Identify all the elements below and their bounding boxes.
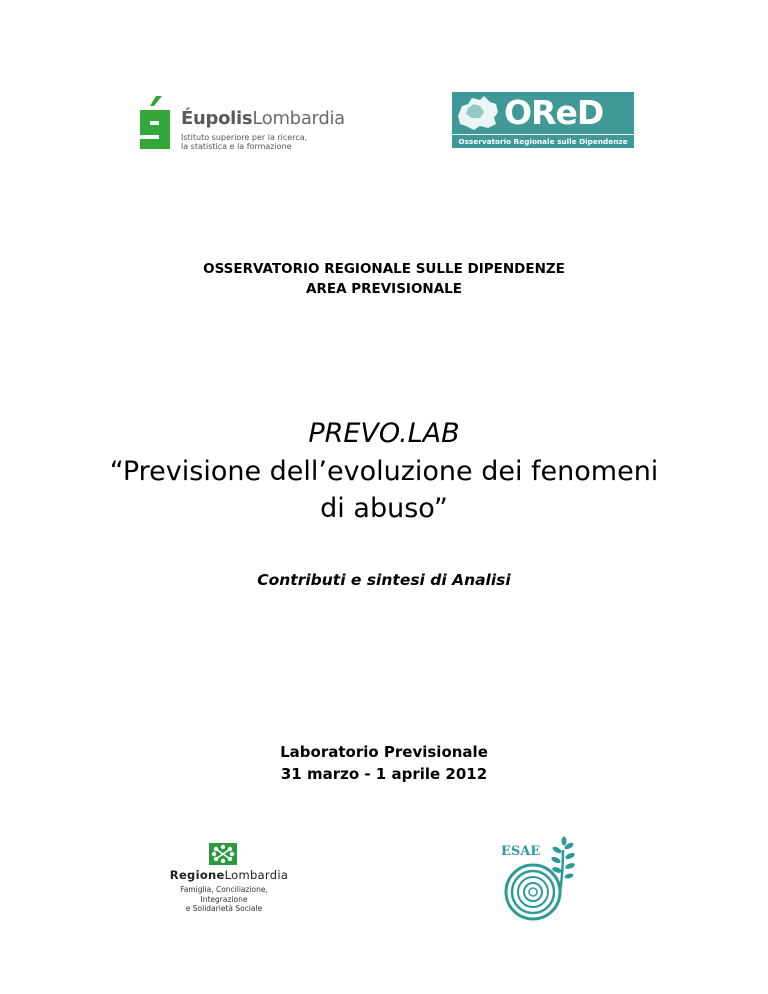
document-subtitle: Contributi e sintesi di Analisi <box>257 571 511 589</box>
eupolis-logo <box>138 96 345 156</box>
org-subtitle: AREA PREVISIONALE <box>306 281 462 297</box>
eupolis-mark-icon <box>138 96 178 154</box>
rosa-camuna-icon <box>209 843 237 865</box>
ored-strip: Osservatorio Regionale sulle Dipendenze <box>452 134 634 148</box>
regione-department: Famiglia, Conciliazione, Integrazione e Solidarietà Sociale <box>180 885 268 913</box>
document-title-line-2: di abuso” <box>320 493 448 524</box>
eupolis-name: ÉupolisLombardia <box>181 108 345 129</box>
document-title: PREVO.LAB <box>308 418 460 449</box>
document-title-line-1: “Previsione dell’evoluzione dei fenomeni <box>109 456 659 487</box>
event-date: 31 marzo - 1 aprile 2012 <box>280 765 488 783</box>
ored-wordmark: OReD <box>504 93 604 132</box>
eupolis-tagline: Istituto superiore per la ricerca, la statistica e la formazione <box>181 133 308 151</box>
lombardia-map-icon <box>454 94 502 132</box>
esae-label: ESAE <box>501 844 541 859</box>
regione-lombardia-logo <box>164 843 294 913</box>
regione-name: RegioneLombardia <box>169 868 289 882</box>
esae-logo <box>497 836 581 922</box>
event-name: Laboratorio Previsionale <box>280 743 488 761</box>
ored-logo <box>452 92 634 148</box>
org-title: OSSERVATORIO REGIONALE SULLE DIPENDENZE <box>203 261 565 277</box>
esae-spiral-icon <box>497 836 581 922</box>
